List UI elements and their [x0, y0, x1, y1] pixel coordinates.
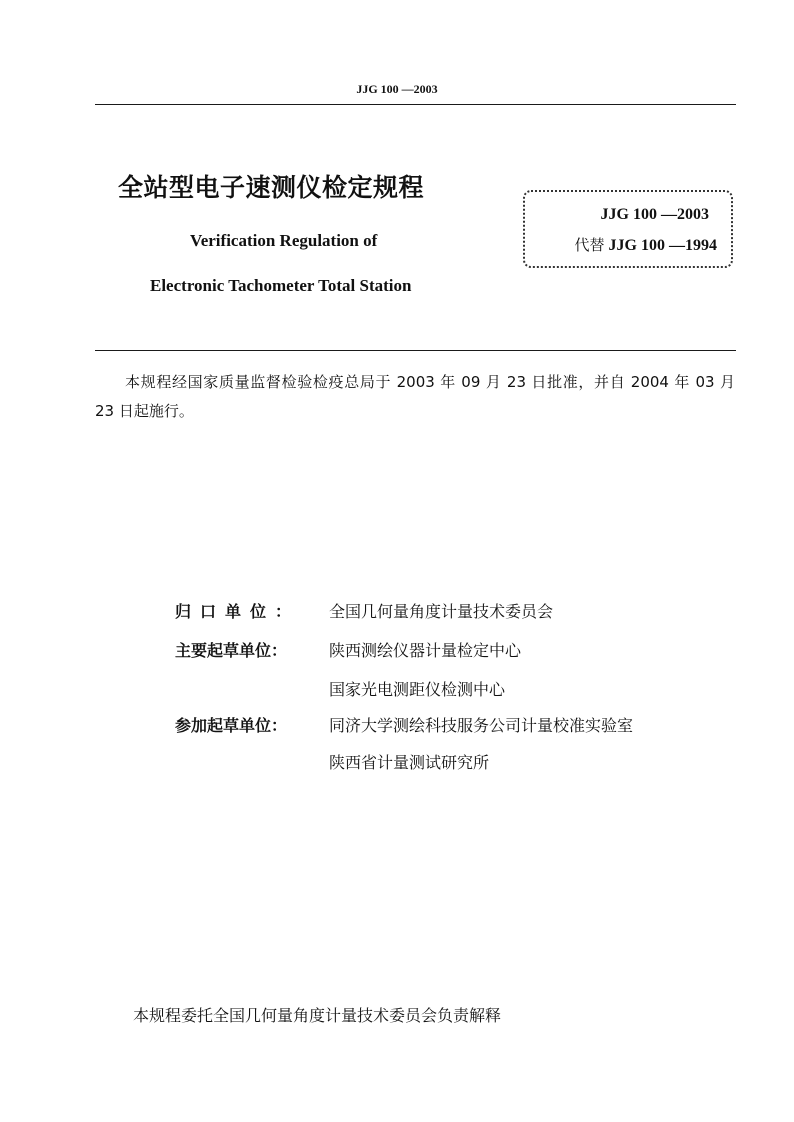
main-drafting-unit-label: 主要起草单位：: [175, 641, 288, 660]
main-drafting-unit-value-2: 国家光电测距仪检测中心: [329, 680, 506, 699]
participating-unit-row: [175, 713, 633, 737]
section-rule: [95, 350, 736, 351]
chinese-title: 全站型电子速测仪检定规程: [118, 173, 425, 202]
participating-unit-value-1: 同济大学测绘科技服务公司计量校准实验室: [329, 716, 634, 735]
replaces-code: JJG 100 —1994: [608, 237, 717, 254]
interpretation-note: 本规程委托全国几何量角度计量技术委员会负责解释: [133, 1006, 502, 1025]
standard-code-box: [523, 190, 733, 268]
standard-code: JJG 100 —2003: [600, 206, 709, 223]
participating-unit-value-2: 陕西省计量测试研究所: [329, 753, 490, 772]
main-drafting-unit-value-1: 陕西测绘仪器计量检定中心: [329, 641, 522, 660]
english-title-line-2: Electronic Tachometer Total Station: [150, 276, 412, 295]
responsible-unit-row: [175, 599, 553, 623]
english-title-line-1: Verification Regulation of: [190, 231, 378, 250]
replaces-prefix: 代替: [574, 236, 605, 254]
replaces-code-line: [575, 234, 717, 255]
main-drafting-unit-row: [175, 638, 521, 662]
responsible-unit-label: 归口单位：: [175, 602, 301, 621]
main-drafting-unit-row-2: [175, 677, 505, 701]
responsible-unit-value: 全国几何量角度计量技术委员会: [329, 602, 554, 621]
participating-unit-row-2: [175, 750, 489, 774]
header-rule: [95, 104, 736, 105]
approval-paragraph: 本规程经国家质量监督检验检疫总局于 2003 年 09 月 23 日批准，并自 2004 年 03 月 23 日起施行。: [95, 373, 735, 420]
participating-unit-label: 参加起草单位：: [175, 716, 288, 735]
running-header-code: JJG 100 —2003: [356, 82, 438, 96]
